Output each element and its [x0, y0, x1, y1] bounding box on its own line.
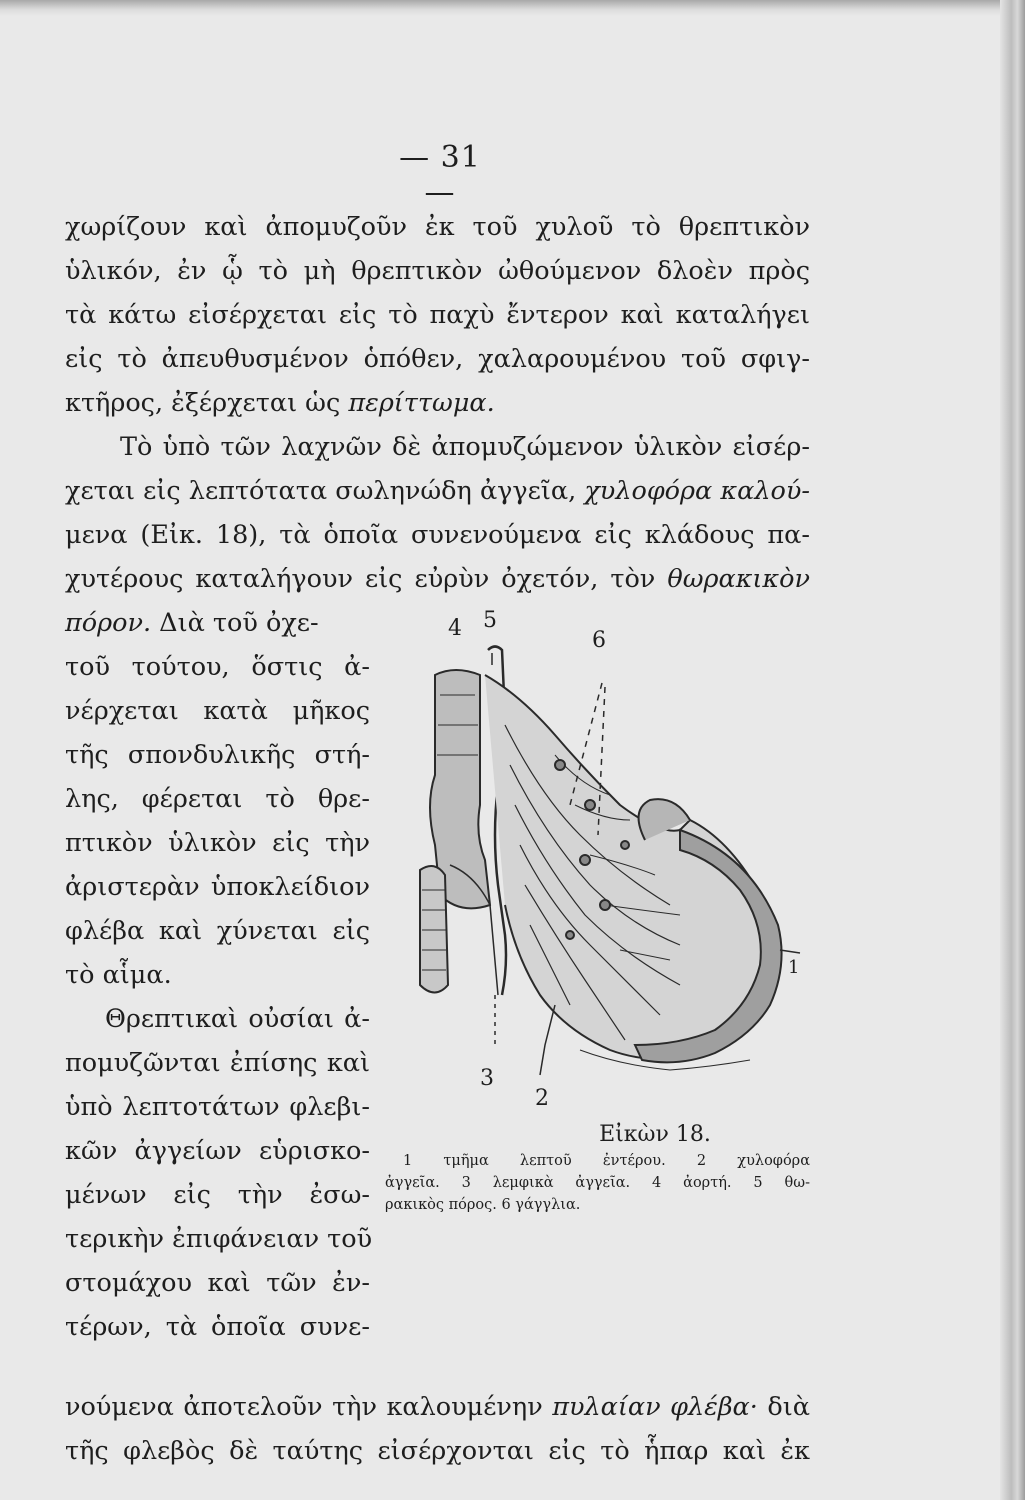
page-right-edge [1000, 0, 1025, 1500]
text-line [65, 601, 370, 645]
caption-line: ρακικὸς πόρος. 6 γάγγλια. [385, 1197, 581, 1213]
text-line: φλέβα καὶ χύνεται εἰς [65, 916, 370, 946]
text-line: μένων εἰς τὴν ἐσω- [65, 1180, 370, 1210]
text-span: χυτέρους καταλήγουν εἰς εὐρὺν ὀχετόν, τὸν [65, 564, 668, 594]
text-line [65, 381, 810, 425]
paragraph-1 [65, 205, 810, 601]
text-line [65, 1385, 810, 1429]
text-line: ὑλικόν, ἐν ᾧ τὸ μὴ θρεπτικὸν ὠθούμενον δλοὲν πρὸς [65, 256, 810, 286]
figure-label-4: 4 [448, 616, 462, 641]
figure-label-6: 6 [592, 628, 606, 653]
text-line [65, 469, 810, 513]
italic-term: περίττωμα. [348, 388, 495, 418]
paragraph-3-end [65, 1385, 810, 1473]
text-span: διὰ [757, 1392, 810, 1422]
text-line: τὰ κάτω εἰσέρχεται εἰς τὸ παχὺ ἔντερον καὶ καταλήγει [65, 300, 810, 330]
italic-term: πόρον. [65, 608, 152, 638]
text-line: Θρεπτικαὶ οὐσίαι ἀ- [105, 1004, 370, 1034]
text-line: ὑπὸ λεπτοτάτων φλεβι- [65, 1092, 370, 1122]
text-line: στομάχου καὶ τῶν ἐν- [65, 1268, 370, 1298]
figure-caption [385, 1150, 810, 1216]
italic-term: θωρακικὸν [667, 564, 810, 594]
caption-line: ἀγγεῖα. 3 λεμφικὰ ἀγγεῖα. 4 ἀορτή. 5 θω- [385, 1175, 810, 1191]
text-span: νούμενα ἀποτελοῦν τὴν καλουμένην [65, 1392, 553, 1422]
caption-line: 1 τμῆμα λεπτοῦ ἐντέρου. 2 χυλοφόρα [403, 1153, 810, 1169]
text-span: χεται εἰς λεπτότατα σωληνώδη ἀγγεῖα, [65, 476, 585, 506]
text-line: Τὸ ὑπὸ τῶν λαχνῶν δὲ ἀπομυζώμενον ὑλικὸν εἰσέρ- [120, 432, 810, 462]
text-span: κτῆρος, ἐξέρχεται ὡς [65, 388, 349, 418]
text-line [65, 557, 810, 601]
text-line: τοῦ τούτου, ὅστις ἀ- [65, 652, 370, 682]
paragraph-2-narrow [65, 601, 373, 1349]
text-line: χωρίζουν καὶ ἀπομυζοῦν ἐκ τοῦ χυλοῦ τὸ θρεπτικὸν [65, 212, 810, 242]
text-line: κῶν ἀγγείων εὑρισκο- [65, 1136, 370, 1166]
figure-title: Εἰκὼν 18. [599, 1122, 711, 1147]
text-line: τῆς σπονδυλικῆς στή- [65, 740, 370, 770]
text-line: τερικὴν ἐπιφάνειαν τοῦ [65, 1224, 373, 1254]
text-line: ἀριστερὰν ὑποκλείδιον [65, 872, 370, 902]
text-line: τέρων, τὰ ὁποῖα συνε- [65, 1312, 370, 1342]
text-line: μενα (Εἰκ. 18), τὰ ὁποῖα συνενούμενα εἰς κλάδους πα- [65, 520, 810, 550]
figure-label-2: 2 [535, 1086, 549, 1111]
text-line: τῆς φλεβὸς δὲ ταύτης εἰσέρχονται εἰς τὸ ἧπαρ καὶ ἐκ [65, 1436, 810, 1466]
page-number: — 31 — [399, 140, 481, 210]
figure-label-3: 3 [480, 1066, 494, 1091]
text-line: λης, φέρεται τὸ θρε- [65, 784, 370, 814]
text-line: πτικὸν ὑλικὸν εἰς τὴν [65, 828, 370, 858]
text-line: εἰς τὸ ἀπευθυσμένον ὁπόθεν, χαλαρουμένου τοῦ σφιγ- [65, 344, 810, 374]
text-line: πομυζῶνται ἐπίσης καὶ [65, 1048, 370, 1078]
italic-term: πυλαίαν φλέβα· [552, 1392, 758, 1422]
italic-term: χυλοφόρα καλού- [584, 476, 810, 506]
text-span: Διὰ τοῦ ὀχε- [151, 608, 319, 638]
text-line: τὸ αἷμα. [65, 960, 172, 990]
figure-label-5: 5 [483, 608, 497, 633]
page-top-edge [0, 0, 1010, 16]
text-line: νέρχεται κατὰ μῆκος [65, 696, 370, 726]
intestine-illustration [380, 605, 810, 1120]
figure-label-1: 1 [788, 957, 800, 978]
